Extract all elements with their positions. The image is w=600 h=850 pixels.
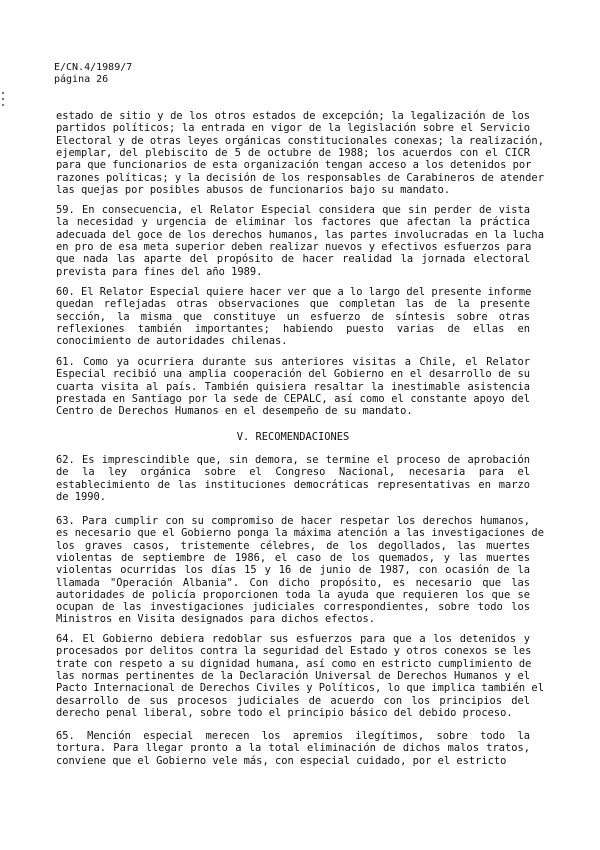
paragraph-59-line: adecuada del goce de los derechos humanos, las partes involucradas en la lucha (56, 228, 544, 241)
paragraph-64-line: procesados por delitos contra la seguridad del Estado y otros conexos se les (56, 645, 532, 658)
margin-mark (2, 104, 4, 106)
paragraph-59-line: en pro de esa meta superior deben realizar nuevos y efectivos esfuerzos para (56, 240, 532, 253)
paragraph-63-line: los graves casos, tristemente célebres, de los degollados, las muertes (56, 539, 530, 552)
paragraph-62-line: de 1990. (56, 490, 107, 503)
paragraph-65-line: conviene que el Gobierno vele más, con especial cuidado, por el estricto (56, 754, 507, 767)
paragraph-60-line: reflexiones también importantes; habiendo puesto varias de ellas en (56, 322, 530, 335)
paragraph-62-line: de la ley orgánica sobre el Congreso Nacional, necesaria para el (56, 466, 530, 479)
paragraph-58-continuation-line: para que funcionarios de esta organización tengan acceso a los detenidos por (56, 159, 532, 172)
paragraph-65-line: 65. Mención especial merecen los apremios ilegítimos, sobre todo la (56, 730, 530, 742)
paragraph-60-line: quedan reflejadas otras observaciones que completan las de la presente (56, 298, 530, 311)
margin-mark (2, 98, 4, 100)
paragraph-58-continuation-line: ejemplar, del plebiscito de 5 de octubre de 1988; los acuerdos con el CICR (56, 146, 530, 159)
paragraph-63-line: llamada "Operación Albania". Con dicho propósito, es necesario que las (56, 576, 530, 589)
page-number: página 26 (54, 74, 109, 85)
paragraph-62-line: 62. Es imprescindible que, sin demora, se termine el proceso de aprobación (56, 454, 530, 466)
document-symbol: E/CN.4/1989/7 (54, 62, 133, 73)
paragraph-63-line: violentas de septiembre de 1986, el caso de los quemados, y las muertes (56, 551, 530, 564)
paragraph-58-continuation-line: las quejas por posibles abusos de funcionarios bajo su mandato. (56, 183, 451, 196)
paragraph-61-line: cuarta visita al país. También quisiera resaltar la inestimable asistencia (56, 380, 530, 393)
paragraph-60-line: conocimiento de autoridades chilenas. (56, 335, 288, 348)
paragraph-64-line: 64. El Gobierno debiera redoblar sus esfuerzos para que a los detenidos y (56, 633, 530, 645)
paragraph-65-line: tortura. Para llegar pronto a la total eliminación de dichos malos tratos, (56, 742, 530, 755)
paragraph-62-line: establecimiento de las instituciones democráticas representativas en marzo (56, 478, 530, 491)
paragraph-64-line: derecho penal liberal, sobre todo el principio básico del debido proceso. (56, 706, 513, 719)
paragraph-64-line: las normas pertinentes de la Declaración Universal de Derechos Humanos y el (56, 669, 530, 682)
margin-mark (2, 92, 4, 94)
paragraph-59-line: prevista para fines del año 1989. (56, 265, 263, 278)
paragraph-63-line: autoridades de policía proporcionen toda la ayuda que requieren los que se (56, 588, 530, 601)
paragraph-61-line: 61. Como ya ocurriera durante sus anteriores visitas a Chile, el Relator (56, 356, 530, 368)
paragraph-59-line: la necesidad y urgencia de eliminar los factores que afectan la práctica (56, 216, 530, 229)
paragraph-58-continuation-line: razones políticas; y la decisión de los responsables de Carabineros de atender (56, 171, 544, 184)
paragraph-61-line: prestada en Santiago por la sede de CEPALC, así como el constante apoyo del (56, 392, 530, 405)
paragraph-64-line: Pacto Internacional de Derechos Civiles y Políticos, lo que implica también el (56, 682, 544, 695)
paragraph-59-line: 59. En consecuencia, el Relator Especial considera que sin perder de vista (56, 204, 530, 216)
paragraph-61-line: Centro de Derechos Humanos en el desempeño de su mandato. (56, 405, 413, 418)
paragraph-63-line: ocupan de las investigaciones judiciales correspondientes, sobre todo los (56, 601, 530, 614)
paragraph-58-continuation-line: partidos políticos; la entrada en vigor de la legislación sobre el Servicio (56, 122, 530, 135)
paragraph-58-continuation-line: estado de sitio y de los otros estados de excepción; la legalización de los (56, 110, 530, 122)
paragraph-63-line: Ministros en Visita designados para dichos efectos. (56, 613, 376, 626)
paragraph-64-line: desarrollo de sus procesos judiciales de acuerdo con los principios del (56, 694, 530, 707)
paragraph-60-line: 60. El Relator Especial quiere hacer ver que a lo largo del presente informe (56, 286, 532, 298)
paragraph-58-continuation-line: Electoral y de otras leyes orgánicas constitucionales conexas; la realización, (56, 134, 544, 147)
section-heading: V. RECOMENDACIONES (236, 431, 350, 443)
paragraph-63-line: 63. Para cumplir con su compromiso de hacer respetar los derechos humanos, (56, 515, 530, 527)
paragraph-59-line: que nada las aparte del propósito de hacer realidad la jornada electoral (56, 253, 530, 266)
paragraph-64-line: trate con respeto a su dignidad humana, así como en estricto cumplimiento de (56, 657, 532, 670)
paragraph-63-line: es necesario que el Gobierno ponga la máxima atención a las investigaciones de (56, 527, 544, 540)
paragraph-60-line: sección, la misma que constituye un esfuerzo de síntesis sobre otras (56, 310, 530, 323)
paragraph-61-line: Especial recibió una amplia cooperación del Gobierno en el desarrollo de su (56, 368, 530, 381)
paragraph-63-line: violentas ocurridas los días 15 y 16 de junio de 1987, con ocasión de la (56, 564, 530, 577)
